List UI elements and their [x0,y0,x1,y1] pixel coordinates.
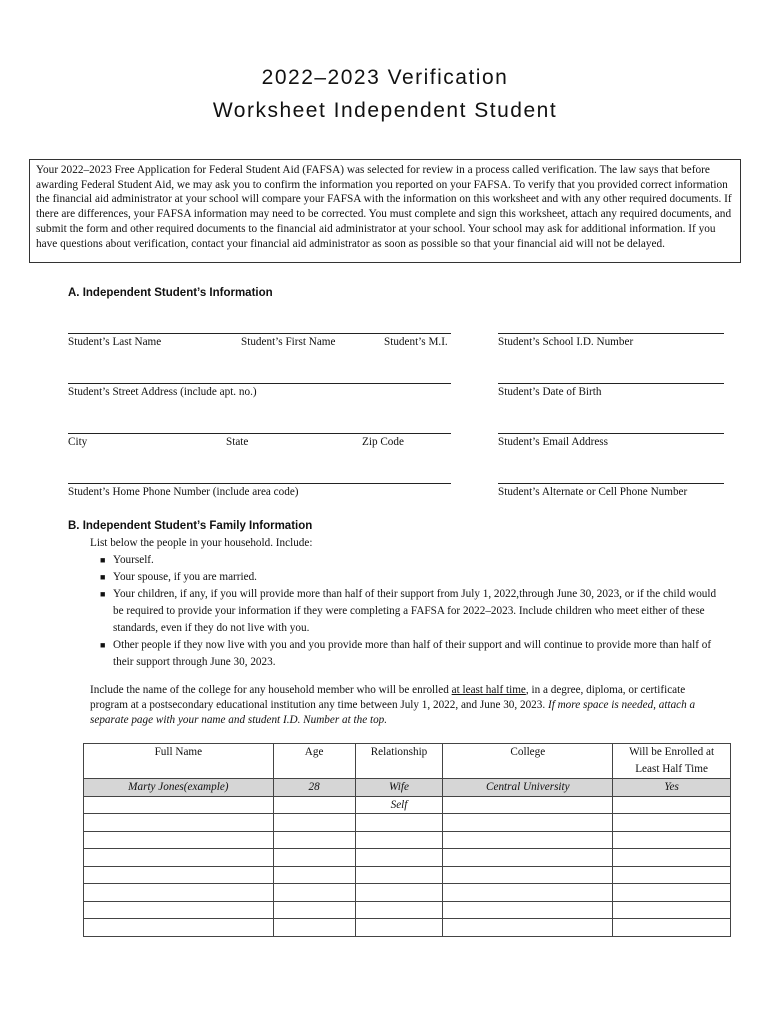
household-bullet-list [100,552,720,671]
table-row[interactable] [84,901,731,919]
table-row[interactable] [84,884,731,902]
list-item: ■ Other people if they now live with you and you provide more than half of their support and will continue to provide more than half of their support through June 30, 2023. [100,639,712,668]
section-a-heading: A. Independent Student’s Information [68,287,273,299]
square-bullet-icon: ■ [100,589,106,599]
example-row [84,779,731,797]
example-age: 28 [273,779,355,797]
dob-input-line[interactable] [498,383,724,384]
table-row[interactable] [84,796,731,814]
name-input-line[interactable] [68,333,451,334]
form-title-line2: Worksheet Independent Student [212,99,558,122]
col-enrolled: Will be Enrolled at Least Half Time [613,744,731,779]
city-input-line[interactable] [68,433,451,434]
col-college: College [443,744,613,779]
first-name-label: Student’s First Name [241,336,336,348]
street-input-line[interactable] [68,383,451,384]
state-label: State [226,436,249,448]
section-b-heading: B. Independent Student’s Family Information [68,520,313,532]
list-item: ■ Your spouse, if you are married. [100,569,720,586]
household-table [83,743,731,937]
col-relationship: Relationship [355,744,443,779]
college-instructions: Include the name of the college for any household member who will be enrolled at least half time, in a degree, diploma, or certificate program at a postsecondary educational institution any time between July 1, 2022, and June 30, 2023. If more space is needed, attach a separate page with your name and student I.D. Number at the top. [90,684,696,726]
square-bullet-icon: ■ [100,640,106,650]
col-full-name: Full Name [84,744,274,779]
dob-label: Student’s Date of Birth [498,386,602,398]
street-label: Student’s Street Address (include apt. no.) [68,386,257,398]
mi-label: Student’s M.I. [384,336,448,348]
table-row[interactable] [84,831,731,849]
home-phone-label: Student’s Home Phone Number (include area code) [68,486,299,498]
home-phone-input-line[interactable] [68,483,451,484]
zip-label: Zip Code [362,436,404,448]
list-item: ■ Yourself. [100,552,720,569]
list-item: ■ Your children, if any, if you will provide more than half of their support from July 1, 2022,through June 30, 2023, or if the child would be required to provide your information if they were completing a FAFSA for 2022–2023. Include children who meet either of these standards, even if they do not live with you. [100,588,717,634]
table-row[interactable] [84,814,731,832]
school-id-input-line[interactable] [498,333,724,334]
table-row[interactable] [84,919,731,937]
table-header-row [84,744,731,779]
form-title-line1: 2022–2023 Verification [261,66,509,89]
last-name-label: Student’s Last Name [68,336,162,348]
email-input-line[interactable] [498,433,724,434]
self-relationship: Self [355,796,443,814]
city-label: City [68,436,88,448]
household-list-intro: List below the people in your household. Include: [90,537,313,549]
intro-paragraph: Your 2022–2023 Free Application for Federal Student Aid (FAFSA) was selected for review in a process called verification. The law says that before awarding Federal Student Aid, we may ask you to confirm the information you reported on your FAFSA. To verify that you provided correct information the financial aid administrator at your school will compare your FAFSA with the information on this worksheet and with any other required documents. If there are differences, your FAFSA information may need to be corrected. You must complete and sign this worksheet, attach any required documents, and submit the form and other required documents to the financial aid administrator at your school. Your school may ask for additional information. If you have questions about verification, contact your financial aid administrator as soon as possible so that your financial aid will not be delayed. [29,159,741,263]
email-label: Student’s Email Address [498,436,609,448]
example-college: Central University [443,779,613,797]
square-bullet-icon: ■ [100,555,106,565]
cell-phone-input-line[interactable] [498,483,724,484]
cell-phone-label: Student’s Alternate or Cell Phone Number [498,486,688,498]
table-row[interactable] [84,849,731,867]
example-relationship: Wife [355,779,443,797]
square-bullet-icon: ■ [100,572,106,582]
example-name: Marty Jones(example) [84,779,274,797]
school-id-label: Student’s School I.D. Number [498,336,634,348]
example-enrolled: Yes [613,779,731,797]
table-row[interactable] [84,866,731,884]
col-age: Age [273,744,355,779]
